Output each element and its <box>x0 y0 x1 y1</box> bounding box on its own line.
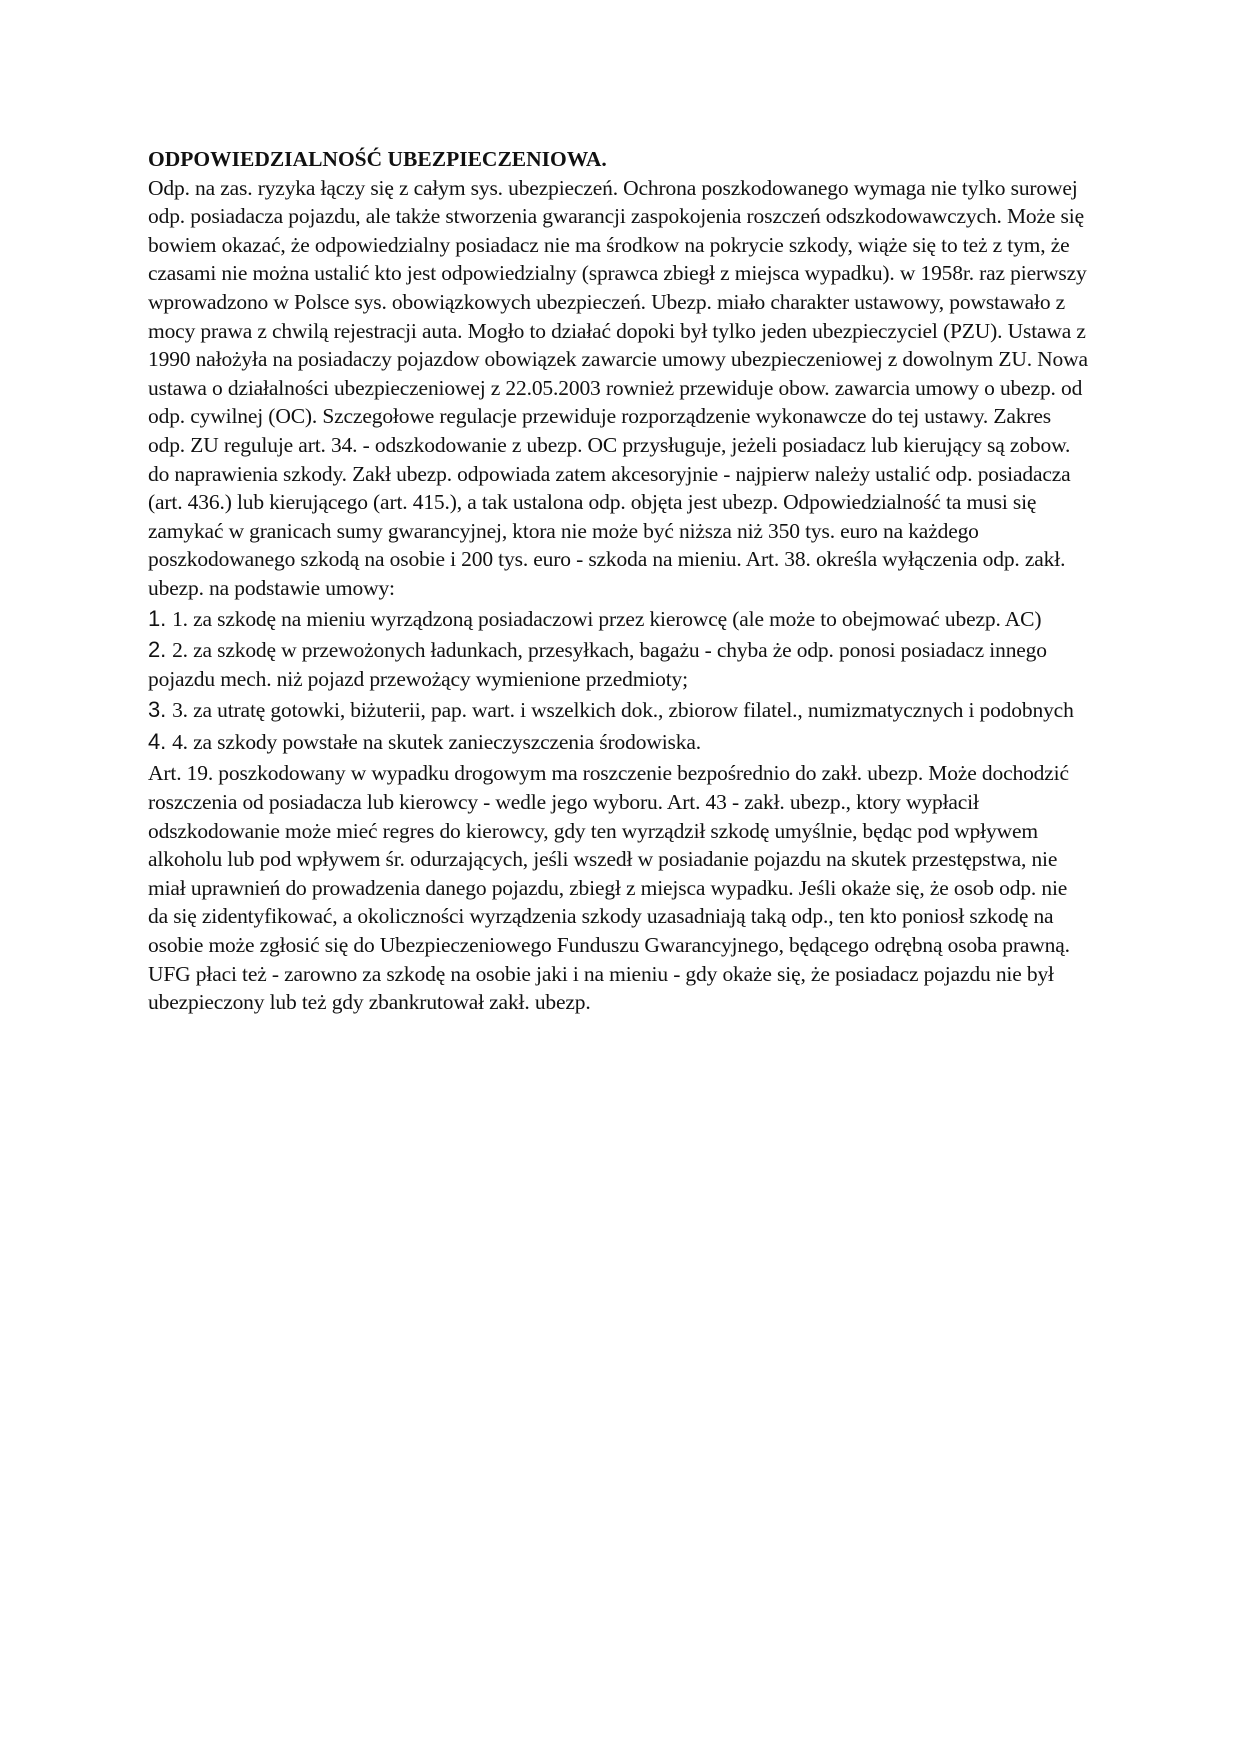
list-item-number: 3. <box>148 697 167 723</box>
list-item-text: 4. za szkody powstałe na skutek zanieczyszczenia środowiska. <box>172 729 701 754</box>
document-body <box>148 145 1088 1017</box>
list-item-text: 2. za szkodę w przewożonych ładunkach, przesyłkach, bagażu - chyba że odp. ponosi posiadacz innego pojazdu mech. niż pojazd przewożący wymienione przedmioty; <box>148 638 1047 691</box>
list-item <box>148 696 1088 725</box>
list-item-number: 2. <box>148 637 167 663</box>
list-item-text: 3. za utratę gotowki, biżuterii, pap. wart. i wszelkich dok., zbiorow filatel., numizmatycznych i podobnych <box>172 698 1074 723</box>
list-item-text: 1. za szkodę na mieniu wyrządzoną posiadaczowi przez kierowcę (ale może to obejmować ubezp. AC) <box>172 606 1042 631</box>
list-item-number: 1. <box>148 605 167 631</box>
exclusions-list <box>148 605 1088 757</box>
document-title: ODPOWIEDZIALNOŚĆ UBEZPIECZENIOWA. <box>148 147 607 171</box>
list-item <box>148 636 1088 693</box>
list-item-number: 4. <box>148 728 167 754</box>
list-item <box>148 728 1088 757</box>
list-item <box>148 605 1088 634</box>
intro-paragraph: Odp. na zas. ryzyka łączy się z całym sys. ubezpieczeń. Ochrona poszkodowanego wymaga nie tylko surowej odp. posiadacza pojazdu, ale także stworzenia gwarancji zaspokojenia roszczeń odszkodowawczych. Może się bowiem okazać, że odpowiedzialny posiadacz nie ma środkow na pokrycie szkody, wiąże się to też z tym, że czasami nie można ustalić kto jest odpowiedzialny (sprawca zbiegł z miejsca wypadku). w 1958r. raz pierwszy wprowadzono w Polsce sys. obowiązkowych ubezpieczeń. Ubezp. miało charakter ustawowy, powstawało z mocy prawa z chwilą rejestracji auta. Mogło to działać dopoki był tylko jeden ubezpieczyciel (PZU). Ustawa z 1990 nałożyła na posiadaczy pojazdow obowiązek zawarcie umowy ubezpieczeniowej z dowolnym ZU. Nowa ustawa o działalności ubezpieczeniowej z 22.05.2003 rownież przewiduje obow. zawarcia umowy o ubezp. od odp. cywilnej (OC). Szczegołowe regulacje przewiduje rozporządzenie wykonawcze do tej ustawy. Zakres odp. ZU reguluje art. 34. - odszkodowanie z ubezp. OC przysługuje, jeżeli posiadacz lub kierujący są zobow. do naprawienia szkody. Zakł ubezp. odpowiada zatem akcesoryjnie - najpierw należy ustalić odp. posiadacza (art. 436.) lub kierującego (art. 415.), a tak ustalona odp. objęta jest ubezp. Odpowiedzialność ta musi się zamykać w granicach sumy gwarancyjnej, ktora nie może być niższa niż 350 tys. euro na każdego poszkodowanego szkodą na osobie i 200 tys. euro - szkoda na mieniu. Art. 38. określa wyłączenia odp. zakł. ubezp. na podstawie umowy: <box>148 175 1088 600</box>
closing-paragraph: Art. 19. poszkodowany w wypadku drogowym ma roszczenie bezpośrednio do zakł. ubezp. Może dochodzić roszczenia od posiadacza lub kierowcy - wedle jego wyboru. Art. 43 - zakł. ubezp., ktory wypłacił odszkodowanie może mieć regres do kierowcy, gdy ten wyrządził szkodę umyślnie, będąc pod wpływem alkoholu lub pod wpływem śr. odurzających, jeśli wszedł w posiadanie pojazdu na skutek przestępstwa, nie miał uprawnień do prowadzenia danego pojazdu, zbiegł z miejsca wypadku. Jeśli okaże się, że osob odp. nie da się zidentyfikować, a okoliczności wyrządzenia szkody uzasadniają taką odp., ten kto poniosł szkodę na osobie może zgłosić się do Ubezpieczeniowego Funduszu Gwarancyjnego, będącego odrębną osoba prawną. UFG płaci też - zarowno za szkodę na osobie jaki i na mieniu - gdy okaże się, że posiadacz pojazdu nie był ubezpieczony lub też gdy zbankrutował zakł. ubezp. <box>148 761 1070 1015</box>
